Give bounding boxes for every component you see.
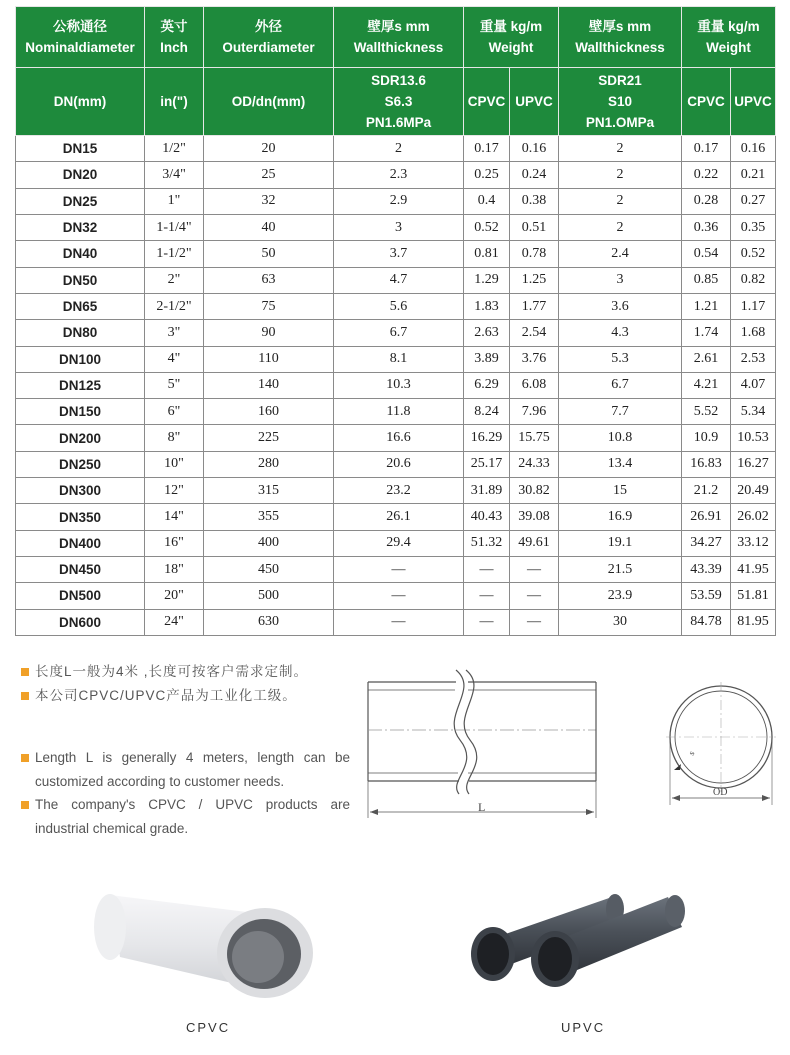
cell-upvc-weight-2: 1.17 — [731, 293, 776, 319]
cell-od: 50 — [204, 241, 334, 267]
cell-upvc-weight-1: 0.38 — [510, 188, 559, 214]
cell-od: 25 — [204, 162, 334, 188]
cell-inch: 18" — [145, 557, 204, 583]
header-wall-thickness-2: 壁厚s mm Wallthickness — [559, 7, 682, 68]
cell-wall-sdr13-6: 3 — [334, 214, 464, 240]
cell-upvc-weight-2: 2.53 — [731, 346, 776, 372]
cell-cpvc-weight-2: 10.9 — [682, 425, 731, 451]
upvc-caption: UPVC — [561, 1020, 606, 1035]
cell-upvc-weight-2: 0.21 — [731, 162, 776, 188]
cell-od: 225 — [204, 425, 334, 451]
spec-table-body — [16, 136, 776, 636]
cell-wall-sdr21: 19.1 — [559, 530, 682, 556]
table-row — [16, 425, 776, 451]
cell-dn: DN25 — [16, 188, 145, 214]
cell-upvc-weight-2: 51.81 — [731, 583, 776, 609]
cell-cpvc-weight-1: 16.29 — [464, 425, 510, 451]
cell-inch: 2" — [145, 267, 204, 293]
cell-inch: 1/2" — [145, 136, 204, 162]
table-row — [16, 530, 776, 556]
table-row — [16, 451, 776, 477]
cell-inch: 3" — [145, 320, 204, 346]
cell-cpvc-weight-2: 34.27 — [682, 530, 731, 556]
cell-dn: DN100 — [16, 346, 145, 372]
cell-wall-sdr21: 5.3 — [559, 346, 682, 372]
header-row-top — [16, 7, 776, 68]
bullet-square-icon — [21, 801, 29, 809]
cell-dn: DN15 — [16, 136, 145, 162]
cell-wall-sdr21: 15 — [559, 478, 682, 504]
cell-dn: DN50 — [16, 267, 145, 293]
cell-od: 160 — [204, 399, 334, 425]
cell-cpvc-weight-2: 84.78 — [682, 609, 731, 635]
cell-cpvc-weight-2: 0.54 — [682, 241, 731, 267]
cell-upvc-weight-2: 4.07 — [731, 372, 776, 398]
cell-cpvc-weight-1: 0.17 — [464, 136, 510, 162]
cell-od: 280 — [204, 451, 334, 477]
cell-dn: DN32 — [16, 214, 145, 240]
upvc-pipes-image — [460, 865, 690, 1005]
table-row — [16, 188, 776, 214]
cell-od: 630 — [204, 609, 334, 635]
cell-upvc-weight-1: 6.08 — [510, 372, 559, 398]
table-row — [16, 372, 776, 398]
cell-cpvc-weight-1: — — [464, 557, 510, 583]
cell-dn: DN350 — [16, 504, 145, 530]
cell-dn: DN65 — [16, 293, 145, 319]
cell-upvc-weight-1: 1.77 — [510, 293, 559, 319]
header-nominal-diameter: 公称通径 Nominaldiameter — [16, 7, 145, 68]
cell-cpvc-weight-2: 0.85 — [682, 267, 731, 293]
cell-dn: DN600 — [16, 609, 145, 635]
cell-cpvc-weight-1: — — [464, 609, 510, 635]
cell-upvc-weight-1: 39.08 — [510, 504, 559, 530]
cell-inch: 6" — [145, 399, 204, 425]
cell-inch: 12" — [145, 478, 204, 504]
cell-cpvc-weight-2: 0.36 — [682, 214, 731, 240]
cell-inch: 4" — [145, 346, 204, 372]
cell-cpvc-weight-1: 25.17 — [464, 451, 510, 477]
cell-cpvc-weight-2: 16.83 — [682, 451, 731, 477]
cell-upvc-weight-1: 0.16 — [510, 136, 559, 162]
cell-wall-sdr21: 16.9 — [559, 504, 682, 530]
cell-inch: 20" — [145, 583, 204, 609]
cell-inch: 24" — [145, 609, 204, 635]
cell-cpvc-weight-1: 0.25 — [464, 162, 510, 188]
cell-upvc-weight-1: 0.24 — [510, 162, 559, 188]
cell-upvc-weight-1: 49.61 — [510, 530, 559, 556]
cell-cpvc-weight-2: 0.17 — [682, 136, 731, 162]
cell-dn: DN300 — [16, 478, 145, 504]
wall-thickness-label: s — [686, 748, 697, 757]
cell-inch: 5" — [145, 372, 204, 398]
cell-cpvc-weight-2: 0.28 — [682, 188, 731, 214]
cell-od: 90 — [204, 320, 334, 346]
cell-wall-sdr13-6: 5.6 — [334, 293, 464, 319]
cell-wall-sdr21: 10.8 — [559, 425, 682, 451]
cell-wall-sdr21: 3.6 — [559, 293, 682, 319]
cell-upvc-weight-2: 16.27 — [731, 451, 776, 477]
cell-upvc-weight-1: 30.82 — [510, 478, 559, 504]
cell-od: 32 — [204, 188, 334, 214]
table-row — [16, 504, 776, 530]
cell-wall-sdr13-6: 10.3 — [334, 372, 464, 398]
cell-inch: 1-1/2" — [145, 241, 204, 267]
cell-od: 20 — [204, 136, 334, 162]
table-row — [16, 399, 776, 425]
cell-cpvc-weight-1: 8.24 — [464, 399, 510, 425]
header-cpvc-2: CPVC — [682, 68, 731, 136]
cell-od: 315 — [204, 478, 334, 504]
header-row-sub — [16, 68, 776, 136]
notes-chinese — [20, 660, 350, 707]
cell-upvc-weight-2: 10.53 — [731, 425, 776, 451]
cell-cpvc-weight-1: — — [464, 583, 510, 609]
header-dn-mm: DN(mm) — [16, 68, 145, 136]
pipe-side-view — [368, 670, 596, 818]
cell-wall-sdr13-6: 23.2 — [334, 478, 464, 504]
cell-od: 500 — [204, 583, 334, 609]
cell-cpvc-weight-2: 53.59 — [682, 583, 731, 609]
cell-cpvc-weight-2: 26.91 — [682, 504, 731, 530]
header-upvc-1: UPVC — [510, 68, 559, 136]
cell-od: 140 — [204, 372, 334, 398]
cell-od: 450 — [204, 557, 334, 583]
header-weight-1: 重量 kg/m Weight — [464, 7, 559, 68]
table-row — [16, 609, 776, 635]
header-wall-thickness-1: 壁厚s mm Wallthickness — [334, 7, 464, 68]
cell-wall-sdr21: 13.4 — [559, 451, 682, 477]
cell-wall-sdr21: 21.5 — [559, 557, 682, 583]
cell-wall-sdr13-6: 16.6 — [334, 425, 464, 451]
cell-upvc-weight-2: 0.82 — [731, 267, 776, 293]
length-label: L — [478, 800, 486, 814]
table-row — [16, 162, 776, 188]
cell-upvc-weight-1: — — [510, 557, 559, 583]
bullet-square-icon — [21, 754, 29, 762]
cpvc-far-end — [94, 894, 126, 960]
cell-dn: DN150 — [16, 399, 145, 425]
table-row — [16, 293, 776, 319]
cell-od: 75 — [204, 293, 334, 319]
header-outer-diameter: 外径 Outerdiameter — [204, 7, 334, 68]
cell-cpvc-weight-2: 4.21 — [682, 372, 731, 398]
cell-upvc-weight-2: 0.52 — [731, 241, 776, 267]
cell-inch: 10" — [145, 451, 204, 477]
cell-upvc-weight-1: 15.75 — [510, 425, 559, 451]
cell-cpvc-weight-1: 51.32 — [464, 530, 510, 556]
table-row — [16, 557, 776, 583]
note-en-grade: The company's CPVC / UPVC products are industrial chemical grade. — [20, 793, 350, 840]
cell-upvc-weight-1: 0.78 — [510, 241, 559, 267]
cell-wall-sdr21: 7.7 — [559, 399, 682, 425]
table-row — [16, 214, 776, 240]
cell-od: 355 — [204, 504, 334, 530]
cell-cpvc-weight-1: 0.4 — [464, 188, 510, 214]
header-weight-2: 重量 kg/m Weight — [682, 7, 776, 68]
cell-cpvc-weight-2: 1.74 — [682, 320, 731, 346]
cpvc-bore-inner — [232, 931, 284, 983]
cell-inch: 16" — [145, 530, 204, 556]
header-sdr21: SDR21 S10 PN1.OMPa — [559, 68, 682, 136]
header-inch: 英寸 Inch — [145, 7, 204, 68]
cell-wall-sdr13-6: — — [334, 583, 464, 609]
bullet-square-icon — [21, 668, 29, 676]
cell-upvc-weight-1: — — [510, 609, 559, 635]
cell-wall-sdr13-6: 26.1 — [334, 504, 464, 530]
cell-upvc-weight-1: 0.51 — [510, 214, 559, 240]
cell-wall-sdr21: 2 — [559, 188, 682, 214]
cell-wall-sdr13-6: 6.7 — [334, 320, 464, 346]
cell-dn: DN500 — [16, 583, 145, 609]
note-en-length: Length L is generally 4 meters, length can be customized according to customer needs. — [20, 746, 350, 793]
cell-wall-sdr13-6: — — [334, 609, 464, 635]
cell-cpvc-weight-1: 31.89 — [464, 478, 510, 504]
note-zh-length: 长度L一般为4米 ,长度可按客户需求定制。 — [20, 660, 350, 684]
notes-english — [20, 746, 350, 840]
cell-od: 40 — [204, 214, 334, 240]
cell-wall-sdr13-6: — — [334, 557, 464, 583]
cell-upvc-weight-1: 7.96 — [510, 399, 559, 425]
header-cpvc-1: CPVC — [464, 68, 510, 136]
cell-dn: DN450 — [16, 557, 145, 583]
header-upvc-2: UPVC — [731, 68, 776, 136]
cell-inch: 14" — [145, 504, 204, 530]
cell-cpvc-weight-2: 2.61 — [682, 346, 731, 372]
cell-cpvc-weight-1: 3.89 — [464, 346, 510, 372]
cell-wall-sdr13-6: 4.7 — [334, 267, 464, 293]
cell-wall-sdr13-6: 8.1 — [334, 346, 464, 372]
cell-wall-sdr21: 6.7 — [559, 372, 682, 398]
table-row — [16, 267, 776, 293]
table-row — [16, 320, 776, 346]
cell-dn: DN250 — [16, 451, 145, 477]
cell-wall-sdr21: 4.3 — [559, 320, 682, 346]
cell-cpvc-weight-1: 1.29 — [464, 267, 510, 293]
cell-wall-sdr13-6: 2.3 — [334, 162, 464, 188]
cell-wall-sdr21: 2 — [559, 162, 682, 188]
cell-wall-sdr13-6: 2.9 — [334, 188, 464, 214]
cell-dn: DN80 — [16, 320, 145, 346]
table-row — [16, 478, 776, 504]
pipe-spec-table — [15, 6, 776, 636]
cell-inch: 8" — [145, 425, 204, 451]
cell-upvc-weight-1: — — [510, 583, 559, 609]
table-row — [16, 583, 776, 609]
od-label: OD — [713, 787, 728, 798]
header-sdr13-6: SDR13.6 S6.3 PN1.6MPa — [334, 68, 464, 136]
cell-cpvc-weight-2: 0.22 — [682, 162, 731, 188]
cell-cpvc-weight-2: 43.39 — [682, 557, 731, 583]
cell-dn: DN40 — [16, 241, 145, 267]
cell-upvc-weight-2: 0.16 — [731, 136, 776, 162]
table-row — [16, 346, 776, 372]
cell-upvc-weight-2: 26.02 — [731, 504, 776, 530]
cell-wall-sdr21: 30 — [559, 609, 682, 635]
cell-wall-sdr13-6: 20.6 — [334, 451, 464, 477]
cell-od: 400 — [204, 530, 334, 556]
cell-od: 63 — [204, 267, 334, 293]
cell-inch: 1-1/4" — [145, 214, 204, 240]
cell-wall-sdr13-6: 3.7 — [334, 241, 464, 267]
cell-upvc-weight-2: 81.95 — [731, 609, 776, 635]
cpvc-caption: CPVC — [186, 1020, 231, 1035]
cell-wall-sdr13-6: 11.8 — [334, 399, 464, 425]
cell-cpvc-weight-1: 40.43 — [464, 504, 510, 530]
cell-dn: DN20 — [16, 162, 145, 188]
cell-wall-sdr13-6: 29.4 — [334, 530, 464, 556]
cell-upvc-weight-2: 41.95 — [731, 557, 776, 583]
cell-inch: 3/4" — [145, 162, 204, 188]
cell-cpvc-weight-2: 1.21 — [682, 293, 731, 319]
cell-dn: DN200 — [16, 425, 145, 451]
table-row — [16, 241, 776, 267]
cell-cpvc-weight-1: 1.83 — [464, 293, 510, 319]
note-zh-grade: 本公司CPVC/UPVC产品为工业化工级。 — [20, 684, 350, 708]
cell-dn: DN125 — [16, 372, 145, 398]
cell-od: 110 — [204, 346, 334, 372]
cell-cpvc-weight-1: 6.29 — [464, 372, 510, 398]
cell-cpvc-weight-1: 2.63 — [464, 320, 510, 346]
cell-inch: 2-1/2" — [145, 293, 204, 319]
cell-cpvc-weight-1: 0.52 — [464, 214, 510, 240]
cpvc-pipe-image — [80, 865, 330, 1005]
cell-wall-sdr13-6: 2 — [334, 136, 464, 162]
header-in: in(") — [145, 68, 204, 136]
cell-upvc-weight-2: 20.49 — [731, 478, 776, 504]
cell-inch: 1" — [145, 188, 204, 214]
header-od: OD/dn(mm) — [204, 68, 334, 136]
cell-upvc-weight-1: 24.33 — [510, 451, 559, 477]
cell-wall-sdr21: 2 — [559, 214, 682, 240]
cell-upvc-weight-1: 2.54 — [510, 320, 559, 346]
cell-wall-sdr21: 23.9 — [559, 583, 682, 609]
cell-upvc-weight-2: 0.35 — [731, 214, 776, 240]
cell-dn: DN400 — [16, 530, 145, 556]
cell-upvc-weight-2: 33.12 — [731, 530, 776, 556]
bullet-square-icon — [21, 692, 29, 700]
cell-upvc-weight-2: 0.27 — [731, 188, 776, 214]
cell-wall-sdr21: 3 — [559, 267, 682, 293]
pipe-dimension-diagram — [360, 660, 780, 825]
cell-upvc-weight-2: 1.68 — [731, 320, 776, 346]
cell-upvc-weight-1: 3.76 — [510, 346, 559, 372]
table-row — [16, 136, 776, 162]
cell-wall-sdr21: 2 — [559, 136, 682, 162]
cell-upvc-weight-2: 5.34 — [731, 399, 776, 425]
cell-wall-sdr21: 2.4 — [559, 241, 682, 267]
cell-cpvc-weight-2: 5.52 — [682, 399, 731, 425]
cell-cpvc-weight-2: 21.2 — [682, 478, 731, 504]
cell-upvc-weight-1: 1.25 — [510, 267, 559, 293]
cell-cpvc-weight-1: 0.81 — [464, 241, 510, 267]
